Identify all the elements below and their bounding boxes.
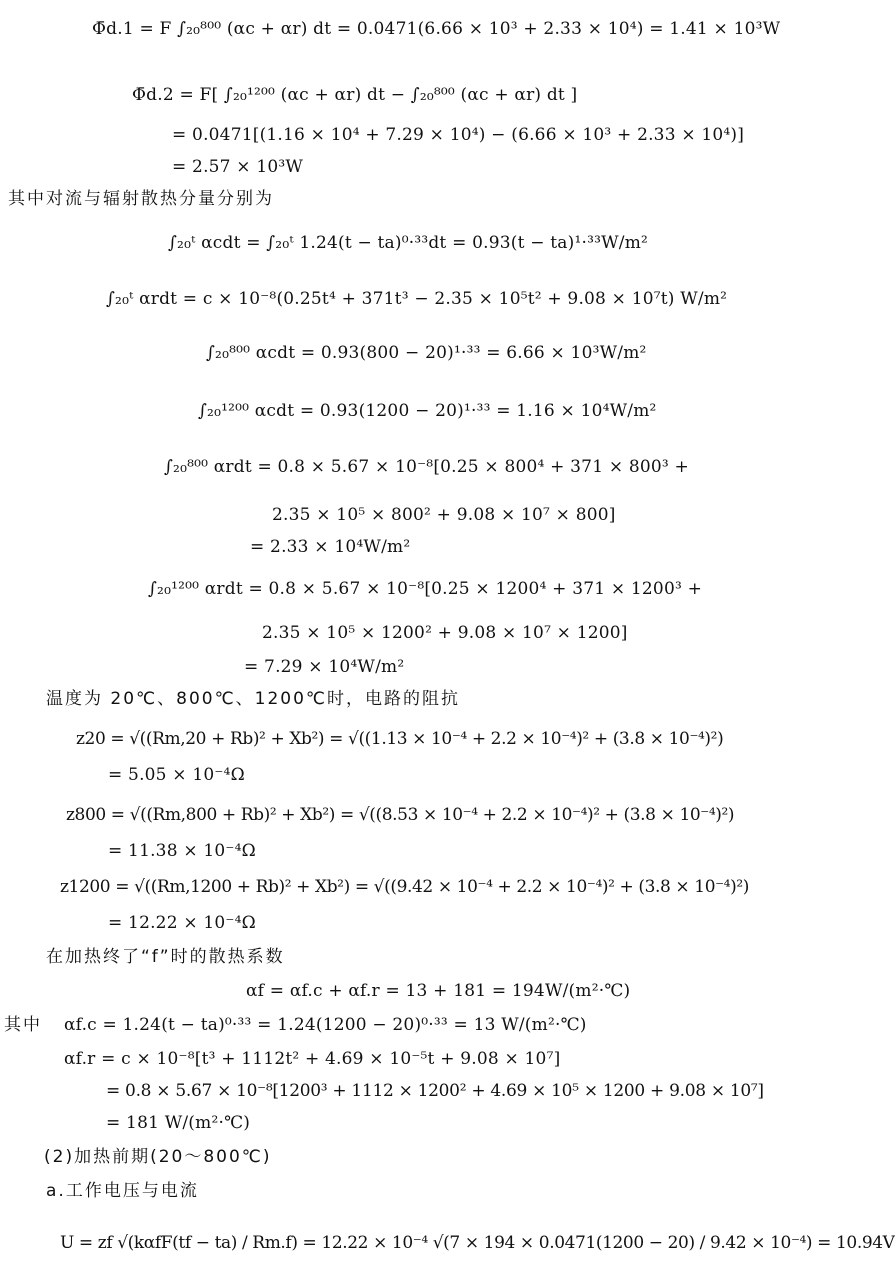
equation-z20-result: = 5.05 × 10⁻⁴Ω bbox=[108, 765, 245, 785]
equation-alpha-r-integral: ∫₂₀ᵗ αrdt = c × 10⁻⁸(0.25t⁴ + 371t³ − 2.35 × 10⁵t² + 9.08 × 10⁷t) W/m² bbox=[106, 289, 728, 309]
text-convection-radiation-intro: 其中对流与辐射散热分量分别为 bbox=[8, 189, 274, 209]
equation-alpha-fc: αf.c = 1.24(t − ta)⁰·³³ = 1.24(1200 − 20)⁰·³³ = 13 W/(m²·℃) bbox=[64, 1015, 587, 1035]
equation-voltage: U = zf √(kαfF(tf − ta) / Rm.f) = 12.22 × 10⁻⁴ √(7 × 194 × 0.0471(1200 − 20) / 9.42 × 10⁻⁴) = 10.94V bbox=[60, 1233, 895, 1253]
equation-alpha-r-800-result: = 2.33 × 10⁴W/m² bbox=[250, 537, 411, 557]
equation-alpha-c-1200: ∫₂₀¹²⁰⁰ αcdt = 0.93(1200 − 20)¹·³³ = 1.16 × 10⁴W/m² bbox=[198, 401, 657, 421]
text-final-coefficient-intro: 在加热终了“f”时的散热系数 bbox=[46, 947, 285, 967]
equation-phi-d2-step: = 0.0471[(1.16 × 10⁴ + 7.29 × 10⁴) − (6.66 × 10³ + 2.33 × 10⁴)] bbox=[172, 125, 745, 145]
equation-alpha-fr-step: = 0.8 × 5.67 × 10⁻⁸[1200³ + 1112 × 1200² + 4.69 × 10⁵ × 1200 + 9.08 × 10⁷] bbox=[106, 1081, 764, 1101]
subsection-heading-voltage-current: a.工作电压与电流 bbox=[46, 1181, 199, 1201]
equation-phi-d2: Φ̄d.2 = F[ ∫₂₀¹²⁰⁰ (αc + αr) dt − ∫₂₀⁸⁰⁰ (αc + αr) dt ] bbox=[132, 85, 578, 105]
equation-z1200-result: = 12.22 × 10⁻⁴Ω bbox=[108, 913, 256, 933]
equation-alpha-r-1200: ∫₂₀¹²⁰⁰ αrdt = 0.8 × 5.67 × 10⁻⁸[0.25 × 1200⁴ + 371 × 1200³ + bbox=[148, 579, 703, 599]
equation-z1200: z1200 = √((Rm,1200 + Rb)² + Xb²) = √((9.42 × 10⁻⁴ + 2.2 × 10⁻⁴)² + (3.8 × 10⁻⁴)²) bbox=[60, 877, 749, 897]
equation-alpha-r-800: ∫₂₀⁸⁰⁰ αrdt = 0.8 × 5.67 × 10⁻⁸[0.25 × 800⁴ + 371 × 800³ + bbox=[164, 457, 689, 477]
equation-phi-d1: Φ̄d.1 = F ∫₂₀⁸⁰⁰ (αc + αr) dt = 0.0471(6.66 × 10³ + 2.33 × 10⁴) = 1.41 × 10³W bbox=[92, 19, 781, 39]
equation-alpha-r-1200-cont: 2.35 × 10⁵ × 1200² + 9.08 × 10⁷ × 1200] bbox=[262, 623, 628, 643]
equation-alpha-c-800: ∫₂₀⁸⁰⁰ αcdt = 0.93(800 − 20)¹·³³ = 6.66 × 10³W/m² bbox=[206, 343, 647, 363]
equation-alpha-c-integral: ∫₂₀ᵗ αcdt = ∫₂₀ᵗ 1.24(t − ta)⁰·³³dt = 0.93(t − ta)¹·³³W/m² bbox=[168, 233, 649, 253]
equation-alpha-fr-result: = 181 W/(m²·℃) bbox=[106, 1113, 251, 1133]
equation-alpha-fr: αf.r = c × 10⁻⁸[t³ + 1112t² + 4.69 × 10⁻⁵t + 9.08 × 10⁷] bbox=[64, 1049, 561, 1069]
equation-phi-d2-result: = 2.57 × 10³W bbox=[172, 157, 304, 177]
equation-alpha-r-800-cont: 2.35 × 10⁵ × 800² + 9.08 × 10⁷ × 800] bbox=[272, 505, 616, 525]
text-impedance-intro: 温度为 20℃、800℃、1200℃时，电路的阻抗 bbox=[46, 689, 461, 709]
section-heading-preheating: (2)加热前期(20～800℃) bbox=[44, 1147, 272, 1167]
equation-z20: z20 = √((Rm,20 + Rb)² + Xb²) = √((1.13 × 10⁻⁴ + 2.2 × 10⁻⁴)² + (3.8 × 10⁻⁴)²) bbox=[76, 729, 724, 749]
equation-alpha-f: αf = αf.c + αf.r = 13 + 181 = 194W/(m²·℃) bbox=[246, 981, 631, 1001]
equation-alpha-r-1200-result: = 7.29 × 10⁴W/m² bbox=[244, 657, 405, 677]
equation-z800: z800 = √((Rm,800 + Rb)² + Xb²) = √((8.53 × 10⁻⁴ + 2.2 × 10⁻⁴)² + (3.8 × 10⁻⁴)²) bbox=[66, 805, 735, 825]
equation-z800-result: = 11.38 × 10⁻⁴Ω bbox=[108, 841, 256, 861]
text-where: 其中 bbox=[4, 1015, 42, 1035]
